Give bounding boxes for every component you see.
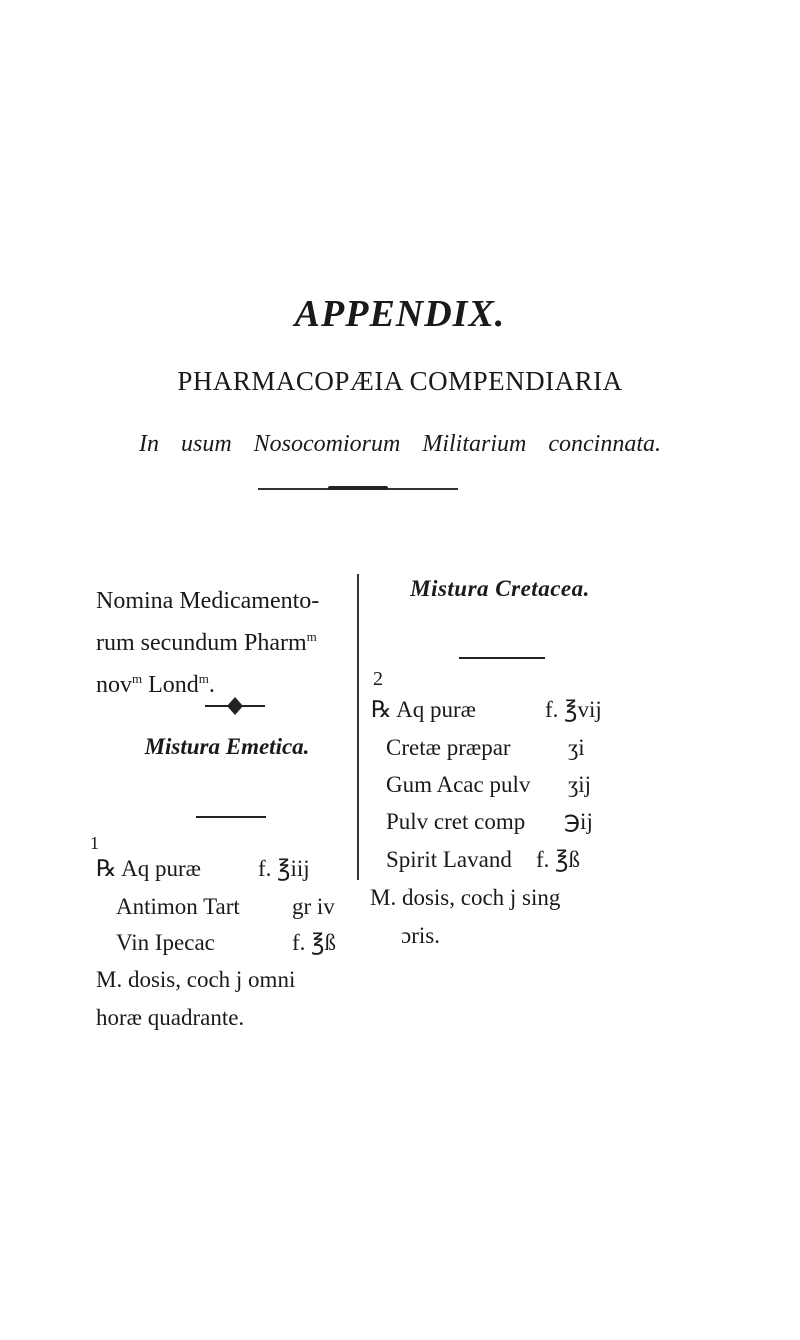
right-recipe-line-6: M. dosis, coch j sing [370,885,561,910]
left-section-title: Mistura Emetica. [144,734,310,759]
right-recipe-line-2: Cretæ præpar ʒi [386,735,585,760]
left-recipe-number: 1 [90,833,99,853]
appendix-title: APPENDIX. [294,293,506,335]
right-recipe-number: 2 [373,668,383,690]
left-recipe-line-3: Vin Ipecac f. ℥ß [116,930,336,955]
subtitle: In usum Nosocomiorum Militarium concinnata. [139,431,661,457]
header-divider-ornament [328,486,388,490]
intro-line-3: nov$^m$ Lond$^m$. [96,671,215,698]
right-recipe-line-7: ɔris. [401,923,440,948]
right-recipe-line-4: Pulv cret comp ℈ij [386,809,593,834]
left-recipe-line-4: M. dosis, coch j omni [96,967,296,992]
left-recipe-line-1: ℞ Aq puræ f. ℥iij [96,856,310,881]
main-heading: PHARMACOPÆIA COMPENDIARIA [177,366,623,396]
column-divider [357,574,359,880]
left-recipe-line-2: Antimon Tart gr iv [116,894,335,919]
left-recipe-line-5: horæ quadrante. [96,1005,245,1030]
right-section-title: Mistura Cretacea. [410,576,590,601]
intro-line-1: Nomina Medicamento- [96,588,320,614]
left-section-rule [196,816,266,818]
left-column-intro [96,583,356,703]
right-section-rule [459,657,545,659]
diamond-ornament-icon [203,694,267,718]
right-recipe-line-5: Spirit Lavand f. ℥ß [386,847,580,872]
intro-line-2: rum secundum Pharm$^m$ [96,629,317,656]
right-recipe-line-3: Gum Acac pulv ʒij [386,772,591,797]
right-recipe-line-1: ℞ Aq puræ f. ℥vij [371,697,602,722]
